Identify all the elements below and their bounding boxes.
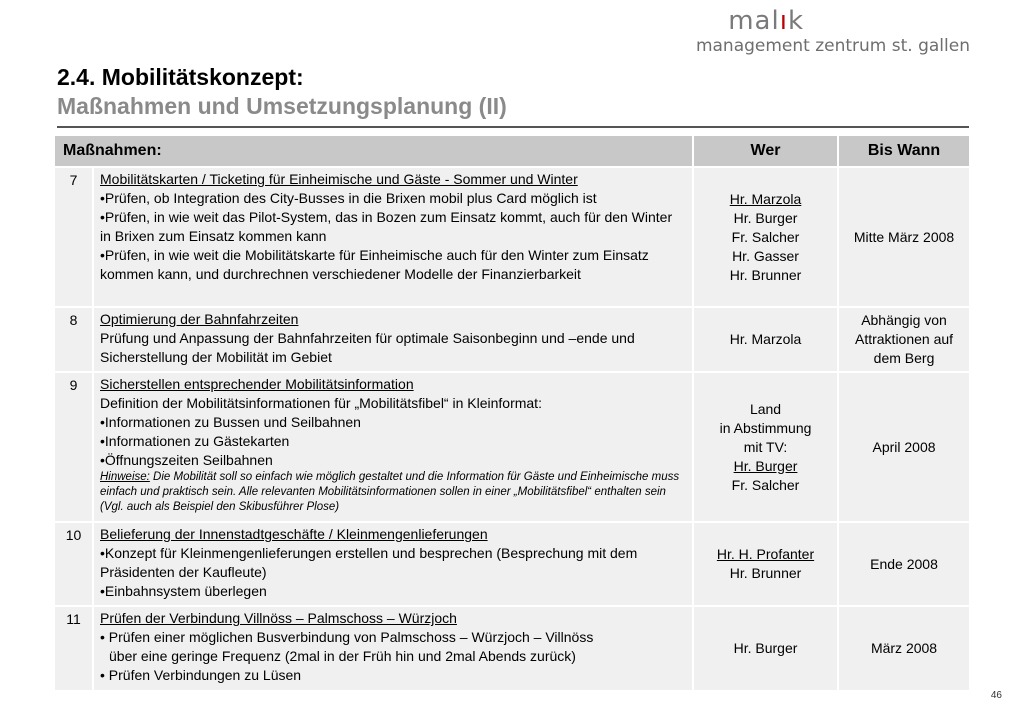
table-row [55, 522, 970, 606]
logo-mark: malık [728, 6, 804, 36]
row-line: •Informationen zu Gästekarten [100, 433, 290, 449]
logo-subtitle: management zentrum st. gallen [695, 36, 970, 56]
table-row [55, 606, 970, 690]
row-heading: Mobilitätskarten / Ticketing für Einheimische und Gäste - Sommer und Winter [100, 171, 578, 187]
row-wer [693, 522, 838, 606]
row-line: • Prüfen Verbindungen zu Lüsen [100, 667, 302, 683]
row-description [93, 522, 693, 606]
wer-name: Fr. Salcher [731, 228, 800, 245]
row-bis-wann: Abhängig von Attraktionen auf dem Berg [838, 307, 970, 372]
row-number: 7 [55, 167, 93, 307]
page-subtitle: Maßnahmen und Umsetzungsplanung (II) [57, 93, 507, 119]
row-number: 11 [55, 606, 93, 690]
wer-name: Fr. Salcher [731, 476, 800, 493]
wer-name: Hr. Burger [733, 640, 798, 656]
row-line: •Öffnungszeiten Seilbahnen [100, 452, 273, 468]
row-wer [693, 606, 838, 690]
row-line: •Prüfen, in wie weit das Pilot-System, das in Bozen zum Einsatz kommt, auch für den Winter in Brixen zum Einsatz kommen kann [100, 209, 673, 244]
table-row [55, 167, 970, 307]
row-number: 8 [55, 307, 93, 372]
wer-name: mit TV: [743, 438, 788, 455]
row-description [93, 372, 693, 522]
table-header-row [55, 136, 970, 167]
wer-name: in Abstimmung [719, 419, 812, 436]
page-title: 2.4. Mobilitätskonzept: [57, 64, 304, 90]
wer-name: Hr. H. Profanter [716, 546, 815, 562]
measures-table [55, 136, 971, 690]
title-divider [57, 126, 969, 128]
row-bis-wann: April 2008 [838, 372, 970, 522]
note-label: Hinweise: [100, 471, 150, 483]
table-row [55, 372, 970, 522]
row-wer [693, 372, 838, 522]
row-line: über eine geringe Frequenz (2mal in der Früh hin und 2mal Abends zurück) [109, 648, 576, 664]
row-note [100, 470, 686, 515]
row-bis-wann: Ende 2008 [838, 522, 970, 606]
row-heading: Sicherstellen entsprechender Mobilitätsinformation [100, 376, 414, 392]
table-row [55, 307, 970, 372]
wer-name: Hr. Brunner [729, 266, 802, 283]
row-heading: Prüfen der Verbindung Villnöss – Palmschoss – Würzjoch [100, 610, 457, 626]
row-line: • Prüfen einer möglichen Busverbindung von Palmschoss – Würzjoch – Villnöss [100, 629, 594, 645]
row-heading: Belieferung der Innenstadtgeschäfte / Kleinmengenlieferungen [100, 526, 488, 542]
wer-name: Hr. Burger [733, 457, 798, 474]
note-text: Die Mobilität soll so einfach wie möglich gestaltet und die Information für Gäste und Einheimische muss einfach und praktisch sein. Alle relevanten Mobilitätsinformationen sollen in einer „Mobilitätsfibel“ enthalten sein (Vgl. auch als Beispiel den Skibusführer Plose) [100, 471, 680, 513]
row-line: Definition der Mobilitätsinformationen für „Mobilitätsfibel“ in Kleinformat: [100, 395, 542, 411]
row-description [93, 307, 693, 372]
row-wer [693, 167, 838, 307]
row-description [93, 606, 693, 690]
row-wer [693, 307, 838, 372]
row-number: 9 [55, 372, 93, 522]
row-heading: Optimierung der Bahnfahrzeiten [100, 311, 299, 327]
row-line: •Einbahnsystem überlegen [100, 583, 267, 599]
row-bis-wann: Mitte März 2008 [838, 167, 970, 307]
wer-name: Hr. Marzola [729, 331, 802, 347]
column-header-massnahmen: Maßnahmen: [55, 136, 693, 167]
row-bis-wann: März 2008 [838, 606, 970, 690]
wer-name: Hr. Burger [733, 209, 798, 226]
column-header-bis: Bis Wann [838, 136, 970, 167]
row-line: •Prüfen, in wie weit die Mobilitätskarte für Einheimische auch für den Winter zum Einsatz kommen kann, und durchrechnen verschiedener Modelle der Finanzierbarkeit [100, 247, 649, 282]
row-line: •Konzept für Kleinmengenlieferungen erstellen und besprechen (Besprechung mit dem Präsidenten der Kaufleute) [100, 545, 638, 580]
row-line: •Prüfen, ob Integration des City-Busses in die Brixen mobil plus Card möglich ist [100, 190, 597, 206]
wer-name: Land [749, 400, 782, 417]
column-header-wer: Wer [693, 136, 838, 167]
row-description [93, 167, 693, 307]
row-line: •Informationen zu Bussen und Seilbahnen [100, 414, 361, 430]
wer-name: Hr. Marzola [729, 190, 802, 207]
page-number: 46 [990, 690, 1002, 701]
wer-name: Hr. Brunner [729, 565, 802, 581]
wer-name: Hr. Gasser [732, 247, 799, 264]
row-number: 10 [55, 522, 93, 606]
row-line: Prüfung und Anpassung der Bahnfahrzeiten für optimale Saisonbeginn und –ende und Sicherstellung der Mobilität im Gebiet [100, 330, 635, 365]
